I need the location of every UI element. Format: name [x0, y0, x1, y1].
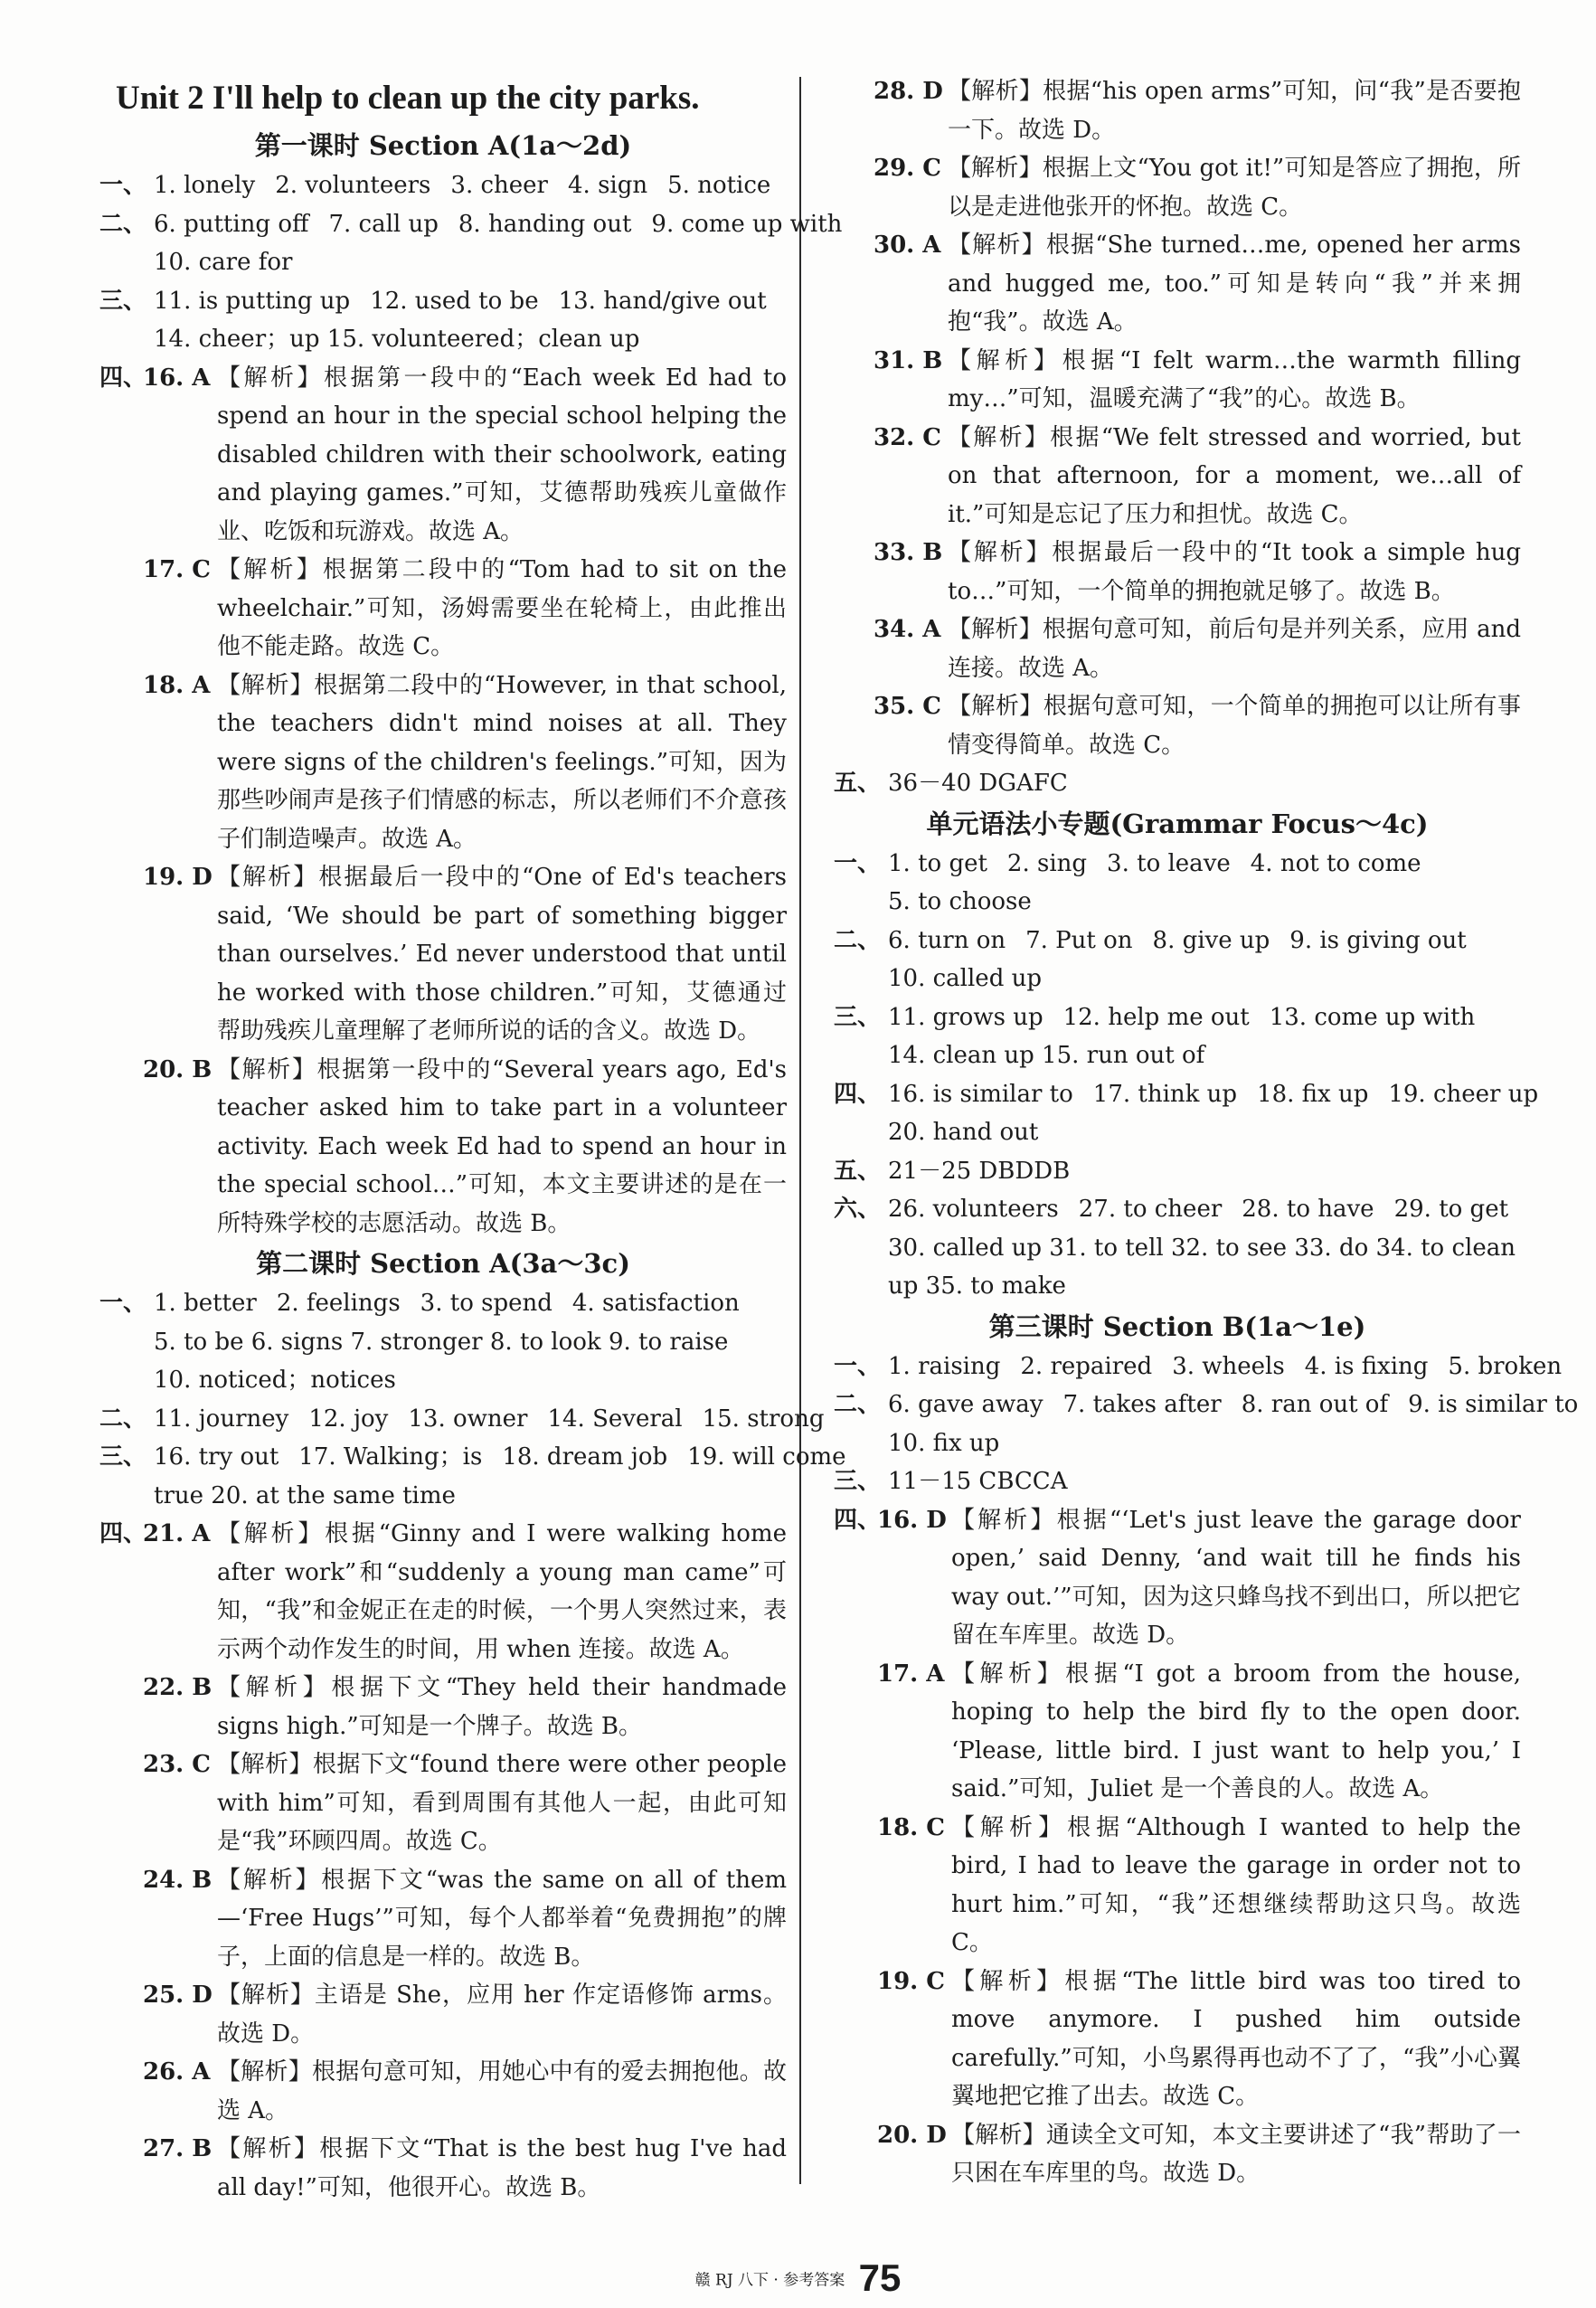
answer: 1. lonely [154, 172, 256, 199]
answer: 8. ran out of [1241, 1391, 1389, 1418]
answer: 19. will come [687, 1443, 846, 1471]
part-label: 二、 [834, 1391, 882, 1418]
section-title-lesson-1: 第一课时 Section A(1a～2d) [254, 130, 632, 161]
answer: 3. wheels [1172, 1352, 1285, 1380]
answer: 7. Put on [1025, 926, 1133, 954]
explanation: 【解析】根据“Although I wanted to help the bird, I had to leave the garage in order not to hurt him.”可知，“我”还想继续帮助这只鸟。故选 C。 [951, 1813, 1521, 1956]
explanation: 【解析】主语是 She，应用 her 作定语修饰 arms。故选 D。 [217, 1982, 787, 2048]
question-number: 16. D [877, 1506, 947, 1534]
answer: 11. journey [154, 1405, 289, 1433]
part-label: 二、 [99, 1405, 147, 1433]
answer: 12. used to be [370, 287, 539, 315]
part-1 [834, 845, 1521, 884]
question-number: 17. A [877, 1660, 945, 1688]
explained-answer [99, 551, 787, 667]
answer: 12. help me out [1062, 1003, 1250, 1031]
part-3 [99, 282, 787, 321]
answer-continuation: true 20. at the same time [154, 1481, 456, 1509]
question-number: 19. C [877, 1967, 945, 1995]
explanation: 【解析】根据“Ginny and I were walking home after work”和“suddenly a young man came”可知，“我”和金妮正在走的时候，一个男人突然过来，表示两个动作发生的时间，用 when 连接。故选 A。 [217, 1520, 787, 1663]
explanation: 【解析】根据句意可知，一个简单的拥抱可以让所有事情变得简单。故选 C。 [948, 693, 1521, 759]
part-3 [99, 1438, 846, 1477]
answer: 1. raising [888, 1352, 1001, 1380]
section-title-lesson-3: 第三课时 Section B(1a～1e) [988, 1310, 1366, 1342]
answer: 2. volunteers [275, 172, 431, 199]
unit-title: Unit 2 I'll help to clean up the city parks. [116, 80, 700, 117]
part-label: 四、 [99, 1520, 147, 1547]
part-label: 三、 [834, 1003, 882, 1031]
left-column [99, 72, 846, 2207]
page-footer [0, 2256, 1596, 2300]
answer: 9. is similar to [1408, 1391, 1579, 1418]
explained-answer [99, 1745, 787, 1861]
explained-answer [834, 2116, 1521, 2193]
part-label: 二、 [99, 210, 147, 238]
question-number: 19. D [143, 864, 212, 891]
explained-answer [99, 1976, 787, 2053]
explanation: 【解析】根据下文“was the same on all of them—‘Free Hugs’”可知，每个人都举着“免费拥抱”的牌子，上面的信息是一样的。故选 B。 [217, 1866, 787, 1971]
answer: 19. cheer up [1388, 1080, 1539, 1108]
part-4 [834, 1075, 1539, 1114]
question-number: 29. C [874, 155, 941, 182]
question-number: 17. C [143, 556, 211, 583]
part-label: 五、 [834, 1157, 882, 1185]
answer: 6. gave away [888, 1391, 1044, 1418]
answer: 12. joy [308, 1405, 389, 1433]
answer-continuation: 14. clean up 15. run out of [888, 1042, 1205, 1069]
question-number: 28. D [874, 78, 943, 105]
explained-answer [834, 72, 1521, 149]
answer: 1. better [154, 1290, 257, 1317]
part-2 [99, 1400, 825, 1439]
answer: 3. cheer [450, 172, 548, 199]
explanation: 【解析】根据“The little bird was too tired to move anymore. I pushed him outside carefully.”可知，小鸟累得再也动不了了，“我”小心翼翼地把它推了出去。故选 C。 [951, 1967, 1521, 2110]
part-1 [99, 1284, 787, 1323]
explained-answer [99, 1861, 787, 1977]
answer-continuation: 5. to choose [888, 888, 1032, 915]
explanation: 【解析】根据第一段中的“Each week Ed had to spend an hour in the special school helping the disabled children with their schoolwork, eating and playing games.”可知，艾德帮助残疾儿童做作业、吃饭和玩游戏。故选 A。 [217, 364, 787, 545]
answer-sequence: 36－40 DGAFC [888, 770, 1068, 797]
part-3 [834, 1462, 1521, 1501]
explained-answer [99, 1669, 787, 1745]
answer: 5. broken [1448, 1352, 1563, 1380]
part-5 [834, 764, 1521, 803]
answer-continuation: 5. to be 6. signs 7. stronger 8. to look 9. to raise [154, 1328, 729, 1356]
answer: 14. Several [547, 1405, 683, 1433]
page-number: 75 [858, 2256, 902, 2299]
answer: 1. to get [888, 849, 987, 877]
part-label: 一、 [834, 849, 882, 877]
answer-sequence: 11－15 CBCCA [888, 1468, 1068, 1495]
answer: 5. notice [667, 172, 771, 199]
answer: 17. Walking；is [298, 1443, 483, 1471]
explained-answer [834, 1963, 1521, 2116]
answer: 9. come up with [651, 210, 843, 238]
answer: 6. turn on [888, 926, 1006, 954]
explanation: 【解析】根据最后一段中的“It took a simple hug to…”可知，一个简单的拥抱就足够了。故选 B。 [948, 539, 1521, 605]
explained-answer [834, 342, 1521, 419]
explanation: 【解析】根据下文“They held their handmade signs high.”可知是一个牌子。故选 B。 [217, 1674, 787, 1740]
question-number: 18. C [877, 1813, 945, 1841]
explanation: 【解析】根据“We felt stressed and worried, but on that afternoon, for a moment, we…all of it.”可知是忘记了压力和担忧。故选 C。 [948, 423, 1521, 528]
answer: 6. putting off [154, 210, 309, 238]
answer-continuation: 10. fix up [888, 1429, 1000, 1457]
part-label: 三、 [834, 1468, 882, 1495]
answer-continuation: 10. care for [154, 249, 293, 276]
explanation: 【解析】根据最后一段中的“One of Ed's teachers said, ‘We should be part of something bigger than ourselves.’ Ed never understood that until he worked with those children.”可知，艾德通过帮助残疾儿童理解了老师所说的话的含义。故选 D。 [217, 864, 787, 1045]
question-number: 31. B [874, 346, 943, 374]
answer: 16. try out [154, 1443, 279, 1471]
explained-answer [834, 149, 1521, 226]
explained-answer [834, 610, 1521, 687]
explained-answer [834, 226, 1521, 342]
answer: 27. to cheer [1078, 1196, 1223, 1223]
question-number: 20. D [877, 2121, 947, 2149]
part-1 [99, 166, 787, 205]
answer: 26. volunteers [888, 1196, 1059, 1223]
part-6 [834, 1190, 1521, 1229]
explanation: 【解析】根据句意可知，前后句是并列关系，应用 and 连接。故选 A。 [948, 616, 1521, 682]
explanation: 【解析】根据第二段中的“Tom had to sit on the wheelchair.”可知，汤姆需要坐在轮椅上，由此推出他不能走路。故选 C。 [217, 556, 787, 660]
answer: 18. dream job [502, 1443, 668, 1471]
question-number: 25. D [143, 1982, 212, 2009]
part-2 [99, 205, 843, 244]
question-number: 32. C [874, 423, 941, 451]
explained-answer [834, 419, 1521, 534]
part-label: 三、 [99, 1443, 147, 1471]
answer-continuation: 10. noticed；notices [154, 1367, 396, 1394]
explanation: 【解析】根据上文“You got it!”可知是答应了拥抱，所以是走进他张开的怀抱。故选 C。 [948, 155, 1521, 221]
section-title-lesson-2: 第二课时 Section A(3a～3c) [256, 1248, 630, 1279]
part-2 [834, 1386, 1579, 1424]
question-number: 23. C [143, 1751, 211, 1778]
question-number: 30. A [874, 232, 941, 259]
part-label: 四、 [99, 364, 147, 392]
part-2 [834, 922, 1521, 960]
explained-answer [99, 2053, 787, 2130]
question-number: 16. A [143, 364, 211, 392]
question-number: 35. C [874, 693, 941, 720]
answer: 2. sing [1006, 849, 1088, 877]
answer: 4. sign [568, 172, 648, 199]
answer: 16. is similar to [888, 1080, 1073, 1108]
explained-answer [834, 534, 1521, 610]
part-label: 四、 [834, 1506, 882, 1534]
explained-answer [834, 1501, 1521, 1655]
explanation: 【解析】根据“his open arms”可知，问“我”是否要抱一下。故选 D。 [948, 78, 1521, 144]
explanation: 【解析】通读全文可知，本文主要讲述了“我”帮助了一只困在车库里的鸟。故选 D。 [951, 2121, 1521, 2187]
answer: 8. handing out [458, 210, 632, 238]
part-label: 四、 [834, 1080, 882, 1108]
explained-answer [99, 1051, 787, 1244]
answer: 3. to spend [420, 1290, 552, 1317]
answer: 4. is fixing [1304, 1352, 1429, 1380]
part-label: 一、 [99, 172, 147, 199]
part-label: 五、 [834, 770, 882, 797]
answer: 13. come up with [1269, 1003, 1476, 1031]
explanation: 【解析】根据下文“That is the best hug I've had all day!”可知，他很开心。故选 B。 [217, 2135, 787, 2201]
answer: 7. takes after [1062, 1391, 1222, 1418]
explanation: 【解析】根据“I felt warm…the warmth filling my…”可知，温暖充满了“我”的心。故选 B。 [948, 346, 1521, 412]
explained-answer [99, 1515, 787, 1669]
answer: 17. think up [1092, 1080, 1238, 1108]
answer: 29. to get [1393, 1196, 1509, 1223]
answer-continuation: 10. called up [888, 965, 1042, 992]
explanation: 【解析】根据“‘Let's just leave the garage door open,’ said Denny, ‘and wait till he finds his way out.’”可知，因为这只蜂鸟找不到出口，所以把它留在车库里。故选 D。 [951, 1506, 1521, 1649]
right-column [834, 72, 1579, 2193]
explained-answer [99, 2130, 787, 2207]
column-divider [799, 77, 801, 2184]
part-label: 一、 [834, 1352, 882, 1380]
answer: 11. grows up [888, 1003, 1044, 1031]
answer: 13. hand/give out [558, 287, 767, 315]
question-number: 24. B [143, 1866, 212, 1894]
answer-continuation: 20. hand out [888, 1119, 1039, 1146]
question-number: 20. B [143, 1055, 212, 1083]
question-number: 18. A [143, 671, 211, 699]
part-label: 六、 [834, 1196, 882, 1223]
answer: 2. feelings [276, 1290, 401, 1317]
part-label: 二、 [834, 926, 882, 954]
explanation: 【解析】根据第二段中的“However, in that school, the teachers didn't mind noises at all. They were signs of the children's feelings.”可知，因为那些吵闹声是孩子们情感的标志，所以老师们不介意孩子们制造噪声。故选 A。 [217, 671, 787, 853]
question-number: 21. A [143, 1520, 211, 1547]
explanation: 【解析】根据“She turned…me, opened her arms and hugged me, too.”可知是转向“我”并来拥抱“我”。故选 A。 [948, 232, 1521, 336]
answer: 4. satisfaction [571, 1290, 740, 1317]
answer: 18. fix up [1257, 1080, 1369, 1108]
explanation: 【解析】根据“I got a broom from the house, hoping to help the bird fly to the open door. ‘Please, little bird. I just want to help you,’ I said.”可知，Juliet 是一个善良的人。故选 A。 [951, 1660, 1521, 1802]
question-number: 27. B [143, 2135, 212, 2162]
explanation: 【解析】根据下文“found there were other people with him”可知，看到周围有其他人一起，由此可知是“我”环顾四周。故选 C。 [217, 1751, 787, 1855]
explained-answer [834, 1655, 1521, 1809]
answer: 2. repaired [1020, 1352, 1153, 1380]
answer-continuation: up 35. to make [888, 1272, 1066, 1300]
part-1 [834, 1348, 1563, 1386]
answer-continuation: 14. cheer；up 15. volunteered；clean up [154, 326, 640, 353]
explained-answer [99, 858, 787, 1051]
explained-answer [834, 1809, 1521, 1963]
explained-answer [99, 667, 787, 859]
answer: 13. owner [408, 1405, 528, 1433]
answer-sequence: 21－25 DBDDB [888, 1157, 1071, 1185]
answer: 4. not to come [1250, 849, 1421, 877]
part-label: 一、 [99, 1290, 147, 1317]
part-3 [834, 998, 1521, 1037]
answer: 15. strong [702, 1405, 825, 1433]
answer: 28. to have [1242, 1196, 1374, 1223]
explanation: 【解析】根据第一段中的“Several years ago, Ed's teacher asked him to take part in a volunteer activity. Each week Ed had to spend an hour in the special school…”可知，本文主要讲述的是在一所特殊学校的志愿活动。故选 B。 [217, 1055, 787, 1237]
explanation: 【解析】根据句意可知，用她心中有的爱去拥抱他。故选 A。 [217, 2058, 787, 2124]
part-5 [834, 1152, 1521, 1191]
answer-continuation: 30. called up 31. to tell 32. to see 33. do 34. to clean [888, 1234, 1516, 1262]
question-number: 26. A [143, 2058, 211, 2086]
question-number: 34. A [874, 616, 941, 643]
explained-answer [99, 359, 787, 552]
explained-answer [834, 687, 1521, 764]
part-label: 三、 [99, 287, 147, 315]
section-title-grammar: 单元语法小专题(Grammar Focus～4c) [926, 808, 1429, 839]
footer-label: 赣 RJ 八下 · 参考答案 [694, 2271, 845, 2290]
question-number: 22. B [143, 1674, 212, 1701]
answer: 8. give up [1152, 926, 1270, 954]
answer: 3. to leave [1107, 849, 1231, 877]
question-number: 33. B [874, 539, 943, 566]
answer: 11. is putting up [154, 287, 351, 315]
answer: 9. is giving out [1289, 926, 1467, 954]
answer: 7. call up [328, 210, 439, 238]
